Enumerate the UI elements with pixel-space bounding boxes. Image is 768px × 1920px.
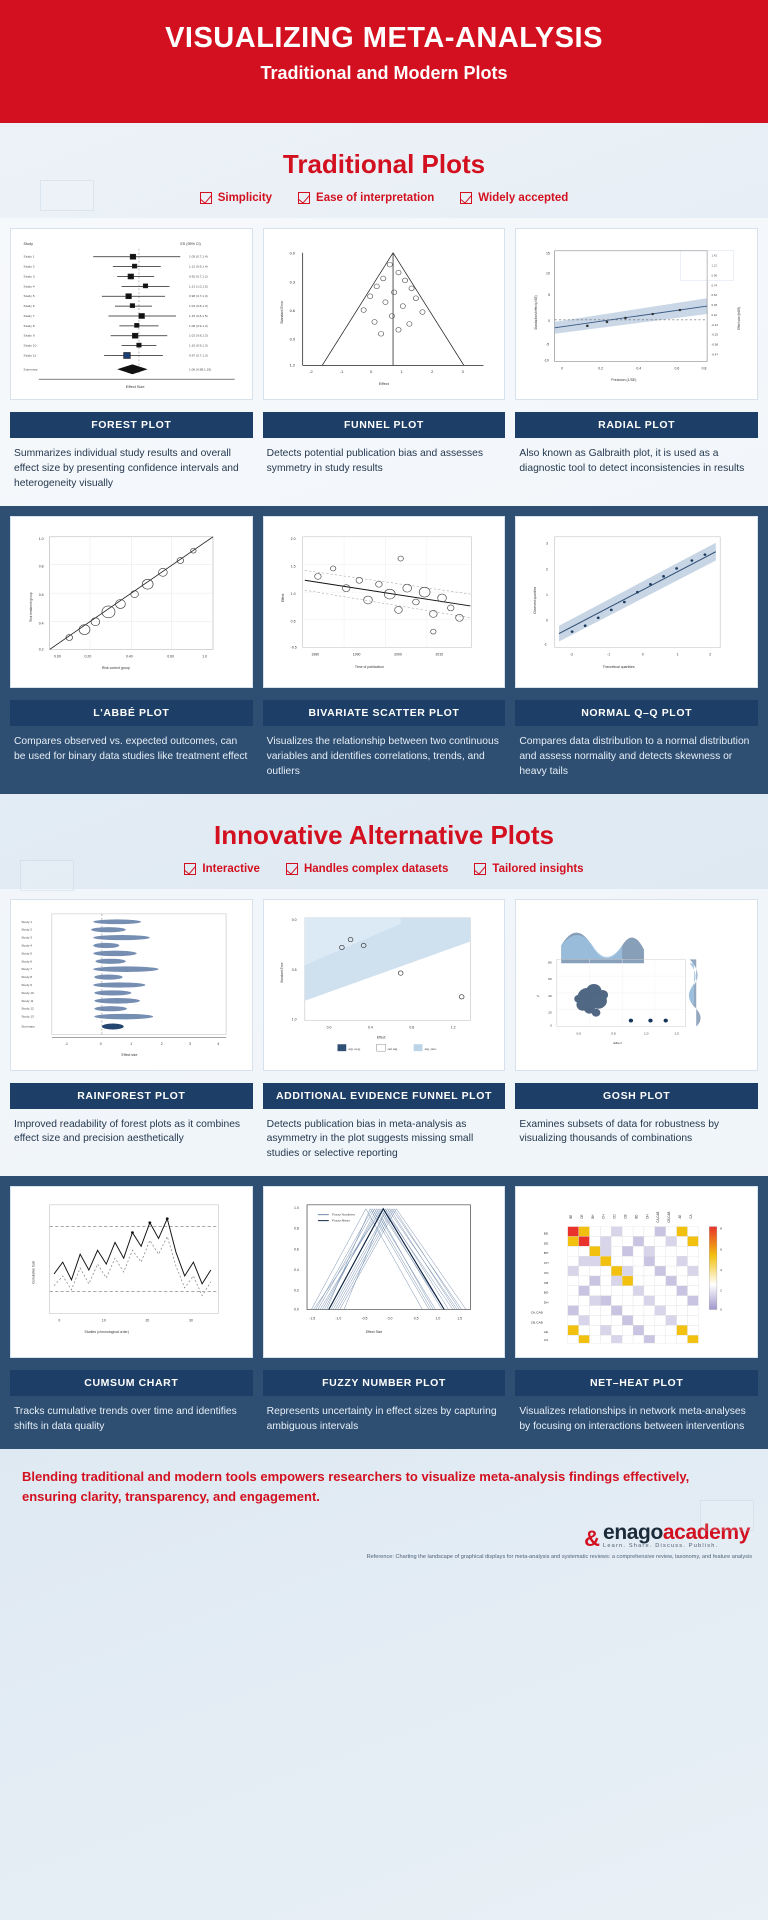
svg-text:1.0: 1.0 (644, 1031, 649, 1035)
svg-text:Observed quantiles: Observed quantiles (533, 586, 538, 614)
card-rainforest-plot (10, 899, 253, 1163)
bullet-label: Ease of interpretation (316, 192, 435, 204)
plot-radial (515, 228, 758, 400)
svg-text:AE: AE (544, 1330, 549, 1335)
svg-text:CB: CB (623, 1214, 628, 1219)
svg-text:0.96: 0.96 (711, 274, 718, 278)
svg-text:Effect: Effect (378, 382, 389, 387)
svg-text:0.97 (0.7,1.3): 0.97 (0.7,1.3) (189, 353, 208, 358)
svg-text:1.0: 1.0 (290, 592, 296, 596)
svg-text:Study 11: Study 11 (21, 998, 34, 1003)
svg-text:0.9: 0.9 (289, 337, 295, 342)
svg-text:Study: Study (23, 242, 33, 246)
svg-text:0.0: 0.0 (291, 917, 297, 922)
svg-text:Standard Error: Standard Error (279, 961, 284, 983)
svg-text:0.20: 0.20 (84, 654, 92, 659)
plot-additional-evidence-funnel (263, 899, 506, 1071)
svg-text:BD: BD (544, 1291, 549, 1295)
svg-text:CH: CH (601, 1214, 607, 1219)
svg-text:40: 40 (548, 993, 553, 998)
svg-text:0.8: 0.8 (409, 1025, 414, 1029)
svg-text:0.6: 0.6 (38, 592, 44, 597)
svg-text:0.6: 0.6 (289, 309, 295, 313)
svg-text:0.00: 0.00 (54, 654, 61, 659)
check-icon (200, 192, 212, 204)
svg-text:BH: BH (591, 1214, 596, 1219)
card-description: Compares observed vs. expected outcomes, can be used for binary data studies like treatment effect (14, 735, 248, 762)
card-description: Represents uncertainty in effect sizes by capturing ambiguous intervals (266, 1406, 497, 1433)
svg-text:0.92 (0.7,1.2): 0.92 (0.7,1.2) (189, 274, 208, 279)
card-label: GOSH PLOT (515, 1083, 758, 1109)
check-icon (474, 863, 486, 875)
svg-text:1990: 1990 (352, 652, 361, 657)
svg-text:Effect: Effect (376, 1035, 386, 1039)
svg-text:1.0: 1.0 (293, 1206, 299, 1211)
svg-text:1: 1 (546, 592, 549, 597)
svg-text:1.02 (0.8,1.3): 1.02 (0.8,1.3) (189, 333, 208, 338)
svg-text:Standardized effect (z/SE): Standardized effect (z/SE) (534, 295, 539, 330)
section-bullets-traditional (0, 192, 768, 218)
svg-text:0.10: 0.10 (711, 314, 718, 317)
svg-text:0.6: 0.6 (674, 366, 680, 371)
card-label: BIVARIATE SCATTER PLOT (263, 700, 506, 726)
svg-text:DE: DE (544, 1241, 549, 1246)
svg-text:1: 1 (676, 652, 679, 657)
svg-text:0.5: 0.5 (611, 1031, 617, 1035)
svg-text:Study 5: Study 5 (23, 294, 35, 299)
svg-text:BE: BE (569, 1215, 574, 1219)
reference-text: Reference: Charting the landscape of graphical displays for meta-analysis and systematic reviews: a comprehensive review, taxonomy, and feature analysis (366, 1553, 752, 1560)
svg-text:0.5: 0.5 (290, 619, 296, 624)
svg-text:1.12 (0.9,1.4): 1.12 (0.9,1.4) (189, 264, 208, 269)
svg-text:-0.5: -0.5 (290, 645, 297, 650)
plot-net-heat (515, 1186, 758, 1358)
svg-text:Fuzzy Mean: Fuzzy Mean (331, 1219, 350, 1223)
svg-text:Study 6: Study 6 (23, 304, 35, 309)
plot-funnel (263, 228, 506, 400)
svg-text:0.40: 0.40 (125, 654, 133, 659)
svg-text:sig. neg.: sig. neg. (348, 1046, 361, 1051)
svg-text:BD: BD (634, 1214, 639, 1219)
svg-text:Cumulative Sum: Cumulative Sum (31, 1261, 36, 1285)
svg-text:0.60: 0.60 (167, 654, 175, 659)
card-cumsum-chart (10, 1186, 253, 1435)
svg-text:Summary: Summary (23, 367, 38, 372)
card-description: Tracks cumulative trends over time and identifies shifts in data quality (14, 1406, 237, 1433)
svg-text:Time of publication: Time of publication (354, 665, 384, 669)
svg-text:0.8: 0.8 (701, 366, 707, 371)
svg-text:0.51: 0.51 (711, 294, 718, 298)
svg-text:CD: CD (612, 1214, 618, 1219)
footer-bar (0, 1518, 768, 1552)
logo-wordmark-accent: academy (662, 1521, 750, 1545)
svg-text:1.0: 1.0 (38, 536, 44, 541)
svg-text:0.4: 0.4 (636, 366, 642, 371)
svg-text:-0.38: -0.38 (711, 343, 719, 347)
card-label: RAINFOREST PLOT (10, 1083, 253, 1109)
svg-text:-1: -1 (339, 370, 343, 375)
card-description: Visualizes relationships in network meta-analyses by focusing on interactions between interventions (519, 1406, 746, 1433)
svg-text:CA,CAB: CA,CAB (531, 1310, 544, 1315)
card-additional-evidence-funnel-plot (263, 899, 506, 1163)
svg-text:2: 2 (546, 567, 549, 572)
svg-text:CA: CA (544, 1338, 549, 1343)
svg-text:DE: DE (580, 1214, 585, 1219)
svg-text:0.4: 0.4 (38, 621, 44, 626)
svg-text:BE: BE (544, 1231, 549, 1236)
svg-text:2: 2 (430, 370, 433, 375)
plot-forest (10, 228, 253, 400)
ampersand-icon: & (584, 1525, 601, 1551)
svg-text:5: 5 (548, 293, 551, 298)
svg-text:not sig.: not sig. (387, 1046, 398, 1051)
svg-text:0: 0 (99, 1041, 102, 1046)
svg-text:1.0: 1.0 (435, 1316, 440, 1321)
svg-text:-1: -1 (544, 642, 548, 647)
svg-text:CD: CD (544, 1271, 549, 1276)
bullet-item (298, 192, 434, 204)
card-label: FUNNEL PLOT (263, 412, 506, 438)
svg-text:Study 7: Study 7 (21, 966, 33, 971)
card-description: Improved readability of forest plots as it combines effect size and precision aesthetically (14, 1118, 241, 1145)
section-bullets-innovative (0, 863, 768, 889)
svg-text:1: 1 (400, 370, 403, 375)
svg-text:0.6: 0.6 (293, 1247, 299, 1252)
card-label: L'ABBÉ PLOT (10, 700, 253, 726)
svg-text:0.0: 0.0 (293, 1307, 299, 1312)
svg-text:Study 6: Study 6 (21, 958, 33, 963)
svg-text:Study 10: Study 10 (23, 343, 37, 348)
svg-text:10: 10 (546, 271, 551, 276)
svg-text:ES (95% CI): ES (95% CI) (180, 242, 201, 246)
card-gosh-plot (515, 899, 758, 1163)
svg-text:Precision (1/SE): Precision (1/SE) (611, 378, 637, 383)
svg-text:1.42: 1.42 (711, 254, 718, 258)
svg-text:3: 3 (461, 370, 464, 375)
svg-text:0.74: 0.74 (711, 284, 718, 288)
svg-text:CH: CH (544, 1261, 549, 1266)
svg-text:80: 80 (548, 959, 553, 964)
svg-text:-1: -1 (607, 652, 611, 657)
svg-text:0.4: 0.4 (367, 1025, 373, 1029)
svg-text:0.4: 0.4 (293, 1268, 299, 1273)
svg-text:CB,CAB: CB,CAB (531, 1320, 544, 1325)
footer-note: Blending traditional and modern tools empowers researchers to visualize meta-analysis findings effectively, ensuring clarity, transparency, and engagement. (22, 1469, 690, 1504)
svg-text:I²: I² (536, 994, 541, 997)
plot-cumsum (10, 1186, 253, 1358)
svg-text:Study 5: Study 5 (21, 951, 33, 955)
bullet-item (474, 863, 583, 875)
svg-text:Study 8: Study 8 (23, 323, 35, 328)
svg-text:-1: -1 (64, 1041, 69, 1046)
enago-academy-logo[interactable] (584, 1522, 750, 1550)
svg-text:Theoretical quantiles: Theoretical quantiles (602, 665, 635, 669)
page-header (0, 0, 768, 123)
card-label: FUZZY NUMBER PLOT (263, 1370, 506, 1396)
svg-text:1980: 1980 (311, 652, 319, 657)
svg-text:1.15 (0.8,1.5): 1.15 (0.8,1.5) (189, 314, 208, 318)
section-title-innovative: Innovative Alternative Plots (213, 819, 555, 850)
svg-text:1.0: 1.0 (291, 1017, 297, 1022)
section-traditional (0, 123, 768, 794)
svg-text:2010: 2010 (435, 652, 443, 657)
svg-text:0.98 (0.7,1.3): 0.98 (0.7,1.3) (189, 294, 208, 299)
svg-text:0.2: 0.2 (293, 1289, 299, 1293)
card-description: Detects potential publication bias and assesses symmetry in study results (266, 448, 484, 474)
bullet-item (200, 192, 272, 204)
svg-text:Study 1: Study 1 (21, 919, 33, 924)
card-funnel-plot (263, 228, 506, 492)
svg-text:0.0: 0.0 (387, 1316, 393, 1321)
svg-text:Study 3: Study 3 (23, 274, 35, 279)
svg-text:Study 9: Study 9 (21, 982, 33, 987)
card-label: CUMSUM CHART (10, 1370, 253, 1396)
card-description: Examines subsets of data for robustness by visualizing thousands of combinations (519, 1118, 720, 1145)
svg-text:Study 3: Study 3 (21, 935, 33, 940)
card-net-heat-plot (515, 1186, 758, 1435)
card-radial-plot (515, 228, 758, 492)
svg-text:sig. pos.: sig. pos. (424, 1046, 437, 1051)
svg-text:1.2: 1.2 (289, 363, 295, 368)
svg-text:0.5: 0.5 (413, 1316, 419, 1321)
svg-text:BH: BH (544, 1251, 549, 1256)
svg-text:Effect Size: Effect Size (125, 385, 145, 390)
svg-text:0.8: 0.8 (38, 564, 44, 569)
svg-text:AE: AE (678, 1215, 683, 1219)
check-icon (298, 192, 310, 204)
svg-text:0.2: 0.2 (598, 366, 604, 371)
plot-normal-qq (515, 516, 758, 688)
card-bivariate-scatter-plot (263, 516, 506, 780)
bullet-label: Widely accepted (478, 192, 569, 204)
svg-text:Study 9: Study 9 (23, 333, 35, 338)
svg-text:0: 0 (548, 319, 551, 323)
row-traditional-1 (0, 218, 768, 506)
svg-text:1.2: 1.2 (450, 1025, 456, 1029)
svg-text:-0.5: -0.5 (361, 1316, 368, 1321)
svg-text:1.06 (0.98,1.15): 1.06 (0.98,1.15) (189, 367, 212, 372)
svg-text:10: 10 (101, 1318, 106, 1323)
plot-gosh (515, 899, 758, 1071)
svg-text:2000: 2000 (393, 652, 402, 657)
svg-text:1.5: 1.5 (674, 1031, 680, 1035)
section-innovative (0, 794, 768, 1450)
svg-text:Study 2: Study 2 (21, 927, 33, 932)
page-subtitle: Traditional and Modern Plots (260, 63, 508, 84)
svg-text:Study 11: Study 11 (23, 353, 37, 358)
svg-text:1.10 (0.9,1.3): 1.10 (0.9,1.3) (189, 343, 208, 348)
bullet-item (184, 863, 260, 875)
svg-text:Summary: Summary (21, 1024, 35, 1028)
card-label: RADIAL PLOT (515, 412, 758, 438)
svg-text:0.0: 0.0 (326, 1025, 332, 1029)
svg-text:8: 8 (720, 1226, 723, 1231)
svg-text:1.05 (0.7,1.4): 1.05 (0.7,1.4) (189, 254, 208, 259)
svg-text:0.2: 0.2 (38, 647, 44, 652)
svg-text:Study 13: Study 13 (21, 1014, 34, 1019)
svg-text:DH: DH (645, 1214, 650, 1219)
bullet-label: Tailored insights (492, 862, 584, 875)
svg-text:CB: CB (544, 1281, 549, 1286)
svg-text:Effect Size: Effect Size (365, 1330, 383, 1335)
card-description: Summarizes individual study results and overall effect size by presenting confidence intervals and heterogeneity visually (14, 448, 239, 489)
svg-text:Effect: Effect (613, 1040, 623, 1045)
logo-tagline: Learn. Share. Discuss. Publish. (603, 1543, 719, 1550)
svg-text:0: 0 (561, 366, 564, 371)
svg-text:0: 0 (546, 618, 549, 623)
card-normal-qq-plot (515, 516, 758, 780)
svg-text:CA: CA (689, 1214, 694, 1219)
check-icon (286, 863, 298, 875)
svg-text:Study 4: Study 4 (23, 284, 35, 289)
svg-text:2: 2 (160, 1041, 163, 1046)
svg-text:Standard Error: Standard Error (279, 300, 284, 324)
row-traditional-2 (0, 506, 768, 794)
plot-fuzzy-number (263, 1186, 506, 1358)
svg-text:-0.12: -0.12 (711, 323, 719, 327)
svg-text:1: 1 (130, 1041, 133, 1046)
svg-text:Effect size: Effect size (121, 1052, 138, 1057)
card-description: Visualizes the relationship between two continuous variables and identifies correlations, trends, and outliers (266, 735, 499, 777)
svg-text:1.21: 1.21 (711, 264, 718, 268)
svg-text:0: 0 (550, 1023, 553, 1027)
card-description: Detects publication bias in meta-analysis as asymmetry in the plot suggests missing small studies or selective reporting (266, 1118, 474, 1160)
logo-wordmark: enago (603, 1521, 663, 1545)
svg-text:1.0: 1.0 (202, 654, 207, 659)
section-title-traditional: Traditional Plots (282, 149, 486, 179)
svg-text:Study 12: Study 12 (21, 1006, 34, 1011)
svg-text:Studies (chronological order): Studies (chronological order) (84, 1330, 129, 1335)
card-labbe-plot (10, 516, 253, 780)
svg-text:Study 7: Study 7 (23, 314, 35, 318)
plot-labbe (10, 516, 253, 688)
svg-text:20: 20 (548, 1010, 553, 1015)
svg-text:4: 4 (217, 1041, 220, 1046)
svg-text:2.0: 2.0 (290, 536, 296, 541)
svg-text:DH: DH (544, 1301, 549, 1305)
svg-text:Effect: Effect (280, 593, 285, 602)
svg-text:Study 8: Study 8 (21, 974, 33, 979)
svg-text:2: 2 (720, 1289, 723, 1293)
row-innovative-1 (0, 889, 768, 1177)
svg-text:-2: -2 (570, 652, 574, 657)
bullet-label: Interactive (202, 862, 260, 875)
svg-text:3: 3 (189, 1041, 191, 1046)
card-label: NET–HEAT PLOT (515, 1370, 758, 1396)
svg-text:CB,CAB: CB,CAB (667, 1211, 672, 1223)
card-description: Compares data distribution to a normal distribution and assess normality and detects skewness or heavy tails (519, 735, 750, 777)
svg-text:Study 10: Study 10 (21, 990, 34, 995)
check-icon (184, 863, 196, 875)
svg-text:-1.5: -1.5 (308, 1316, 315, 1321)
svg-text:Risk control group: Risk control group (101, 666, 130, 670)
svg-text:1.04 (0.8,1.3): 1.04 (0.8,1.3) (189, 304, 208, 309)
svg-text:0: 0 (58, 1318, 61, 1323)
svg-text:0.5: 0.5 (291, 967, 297, 972)
card-label: ADDITIONAL EVIDENCE FUNNEL PLOT (263, 1083, 506, 1109)
plot-rainforest (10, 899, 253, 1071)
svg-text:0.8: 0.8 (293, 1226, 299, 1231)
svg-text:1.21 (1.0,1.5): 1.21 (1.0,1.5) (189, 284, 208, 289)
plot-bivariate-scatter (263, 516, 506, 688)
svg-text:0: 0 (720, 1307, 723, 1312)
bullet-item (286, 863, 448, 875)
card-description: Also known as Galbraith plot, it is used as a diagnostic tool to detect inconsistencies in results (519, 448, 745, 474)
svg-text:4: 4 (720, 1268, 723, 1273)
page-title: VISUALIZING META-ANALYSIS (165, 22, 603, 54)
svg-text:3: 3 (546, 541, 549, 546)
svg-text:Risk treatment group: Risk treatment group (29, 592, 34, 622)
svg-text:6: 6 (720, 1247, 723, 1252)
svg-text:-2: -2 (308, 370, 313, 375)
svg-text:Effect size (lnOR): Effect size (lnOR) (736, 306, 742, 330)
card-label: NORMAL Q–Q PLOT (515, 700, 758, 726)
svg-text:0.0: 0.0 (289, 251, 295, 256)
card-fuzzy-number-plot (263, 1186, 506, 1435)
svg-text:0.33: 0.33 (711, 304, 718, 308)
svg-text:1.08 (0.9,1.3): 1.08 (0.9,1.3) (189, 323, 208, 328)
svg-text:15: 15 (546, 251, 551, 256)
svg-text:1.5: 1.5 (290, 564, 296, 569)
svg-text:Study 4: Study 4 (21, 943, 33, 947)
card-forest-plot (10, 228, 253, 492)
svg-text:60: 60 (548, 976, 553, 981)
bullet-label: Simplicity (217, 192, 273, 204)
svg-text:2: 2 (709, 652, 712, 657)
bullet-label: Handles complex datasets (303, 862, 449, 875)
svg-text:-0.47: -0.47 (711, 353, 719, 357)
svg-text:Study 2: Study 2 (23, 264, 35, 269)
svg-text:0: 0 (642, 652, 645, 657)
card-label: FOREST PLOT (10, 412, 253, 438)
svg-text:20: 20 (145, 1318, 150, 1323)
svg-text:-0.25: -0.25 (711, 333, 719, 337)
svg-text:Study 1: Study 1 (23, 254, 35, 259)
svg-text:1.5: 1.5 (456, 1316, 462, 1321)
check-icon (460, 192, 472, 204)
row-innovative-2 (0, 1176, 768, 1449)
bullet-item (460, 192, 568, 204)
svg-text:0.0: 0.0 (576, 1031, 582, 1035)
svg-text:30: 30 (189, 1318, 193, 1323)
svg-text:-1.0: -1.0 (334, 1316, 341, 1321)
svg-text:CA,CAB: CA,CAB (656, 1211, 661, 1223)
svg-text:-5: -5 (546, 342, 550, 347)
svg-text:0: 0 (369, 370, 373, 375)
svg-text:Fuzzy Numbers: Fuzzy Numbers (331, 1213, 355, 1217)
svg-text:0.3: 0.3 (289, 280, 295, 285)
svg-text:-10: -10 (544, 358, 550, 363)
